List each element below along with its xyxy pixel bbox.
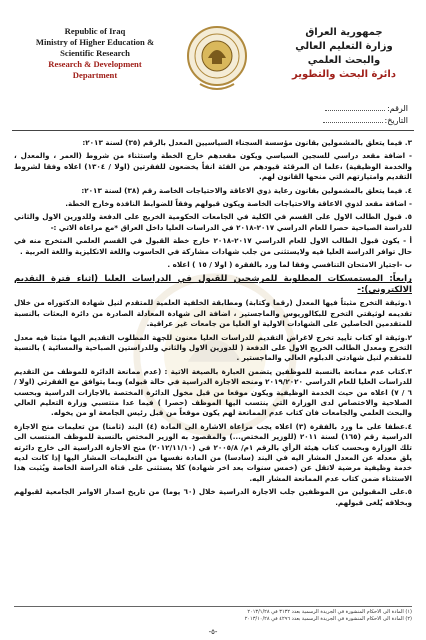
requirement-item: ٥.على المقبولين من الموظفين جلب الاجازة الدراسية خلال (٦٠ يوما) من تاريخ اصدار الاوامر الجامعية لقبولهم وبخلافه يُلغى قبولهم.: [14, 487, 412, 507]
letterhead-line: Republic of Iraq: [64, 26, 126, 36]
ministry-emblem-icon: [186, 22, 248, 96]
date-label: التاريخ:: [384, 116, 408, 125]
paragraph: - اضافة مقعد لذوي الاعاقة والاحتياجات الخاصة ويكون قبولهم وفقاً للضوابط النافذة وخارج الخطة.: [65, 199, 412, 209]
document-number: [325, 104, 408, 113]
paragraph: ۳. فيما يتعلق بالمشمولين بقانون مؤسسة السجناء السياسيين المعدل بالرقم (۳٥) لسنة ۲۰۱۳:: [82, 138, 412, 147]
paragraph: ب -اجتياز الامتحان التنافسي وفقا لما ورد بالفقرة ( اولا / ۱٥ ) اعلاه .: [167, 260, 412, 270]
requirement-item: ۲.وثيقة او كتاب تأييد تخرج لاغراض التقديم للدراسات العليا معنون للجهة المطلوب التقديم اليها مثبتا فيه معدل التخرج ومعدل الطالب الخريج الاول على الدفعة ( للدورين الاول والثاني وللدراستين الصباحية والمسائية ) بالنسبة للمتقدم لنيل شهادتي الدبلوم العالي والماجستير .: [14, 332, 412, 363]
header-divider: [12, 130, 414, 131]
letterhead-line: جمهورية العراق: [305, 27, 383, 38]
requirement-item: ٤.عطفا على ما ورد بالفقرة (۳) اعلاه يجب مراعاة الاشارة الى المادة (٤) البند (ثامنا) من تعليمات منح الاجازة الدراسية رقم (۱٦٥) لسنة ۲۰۱۱ (للوزير المختص...) والمقصود به الوزير المختص بالنسبة للموظف المنتسب الى تلك الوزارة وبحسب كتاب هيئة الرأي بالرقم ۱م/ ۲۰۰٥/۸ في (۲۰۱۲/۱۱/۱۰) منح الاجازة الدراسية الى خارج دائرته يلق معدله عن المعدل المشار اليه في البند (سادسا) من المادة نفسها من التعليمات المشار اليها إذا كانت لديه خدمة وظيفية مرضية لاتقل عن (خمس سنوات بعد اخر شهادة) كلا يستثنى على قناة الدراسة الخاصة ويُثبت هذا الاستثناء ضمن كتاب عدم الممانعة المشار اليه.: [14, 421, 413, 483]
footnote: (۲) المادة الى الاحكام المنشورة في الجريدة الرسمية بعدد ٤۲۹٦ في ۲۰۱۳/۱۰/۲۸: [244, 616, 412, 622]
footnotes: [14, 606, 412, 623]
paragraph: ٥. قبول الطالب الاول على القسم في الكلية في الجامعات الحكومية الخريج على الدفعة وللدورين الاول والثاني للدراسة الصباحية حصرا للعام الدراسي ۲۰۱۷-۲۰۱۸ في الدراسات العليا داخل العراق *مع مراعاة الاتي :-: [14, 212, 412, 232]
paragraph: - اضافة مقعد دراسي للسجين السياسي ويكون مقعدهم خارج الخطة واستثناء من شروط (العمر ، والمعدل ، والخدمة الوظيفية) ،علما ان المرقئة قيودهم من الفئة انفاً يخضعون للفقرتين (اولا / ۱۳۰٤) اعلاه وفقا لشروط التقديم وامتيازتهم التي منحها القانون لهم.: [14, 151, 413, 182]
letterhead-line: Scientific Research: [60, 48, 130, 58]
letterhead-line: وزارة التعليم العالي والبحث العلمي: [295, 41, 393, 66]
number-blank: [325, 110, 385, 111]
arabic-letterhead: [284, 26, 404, 82]
date-blank: [323, 122, 383, 123]
letterhead-line: Ministry of Higher Education &: [35, 37, 155, 47]
document-body: [14, 138, 412, 511]
number-label: الرقم:: [387, 104, 408, 113]
document-date: [323, 116, 408, 125]
letterhead-line: دائرة البحث والتطوير: [292, 69, 396, 80]
paragraph: ٤. فيما يتعلق بالمشمولين بقانون رعاية ذوي الاعاقة والاحتياجات الخاصة رقم (۳۸) لسنة ۲۰۱۳:: [81, 185, 412, 195]
letterhead-line: Department: [72, 70, 118, 80]
section-heading: رابعاً: المستمسكات المطلوبة للمرشحين للقبول في الدراسات العليا (اثناء فترة التقديم الالكتروني):-: [14, 274, 412, 295]
english-letterhead: [30, 26, 160, 81]
letterhead-line: Research & Development: [48, 59, 142, 69]
page-number: -٥-: [208, 628, 218, 636]
requirement-item: ۳.كتاب عدم ممانعة بالنسبة للموظفين يتضمن العبارة بالصيغة الاتية : (عدم ممانعة الدائرة للموظف من التقديم للدراسات العليا للعام الدراسي ۲۰۱۹/۲۰۲۰ ومنحه الاجازة الدراسية في حالة قبوله) وبما يتوافق مع الفقرتي (اولا / ٦ / ۷) اعلاه من حيث الخدمة الوظيفية ويكون موقعا من قبل مخول الدائرة المختصة بالاجازات الدراسية وبحسب الصلاحية والاختصاص لدى الوزارة التي ينتسب اليها الموظف (حصرا ) فيما عدا منتسبي وزارة التعليم العالي والبحث العلمي والجامعات فان كتاب عدم الممانعة لهم يكون موقعاً من قبل رئيس الجامعة او من يخوله.: [14, 366, 412, 418]
footnote: (۱) المادة الى الاحكام المنشورة في الجريدة الرسمية بعدد ۳۱۳۲ في ۲۰۱۳/۱/۲۸: [247, 609, 412, 615]
paragraph: أ - يكون قبول الطالب الاول للعام الدراسي ۲۰۱۷-۲۰۱۸ خارج خطة القبول في القسم العلمي المتخرج منه في حال توافر الدراسة العليا فيه ولايستثنى من جلب شهادات مشاركة في الحاسوب واللغة الانكليزية واللغة العربية .: [14, 236, 412, 256]
requirement-item: ۱.وثيقة التخرج مثبتاً فيها المعدل (رقما وكتابة) ومطابقة الخلفية العلمية للمتقدم لنيل شهادة الدكتوراه من خلال تقديمه لوثيقتي التخرج للبكالوريوس والماجستير ، اضافة الى شهادة المعادلة الصادرة من دائرة البعثات بالنسبة للمتقدمين الحاصلين على الشهادات الاولية او العليا من جامعات غير عراقية.: [14, 298, 412, 329]
